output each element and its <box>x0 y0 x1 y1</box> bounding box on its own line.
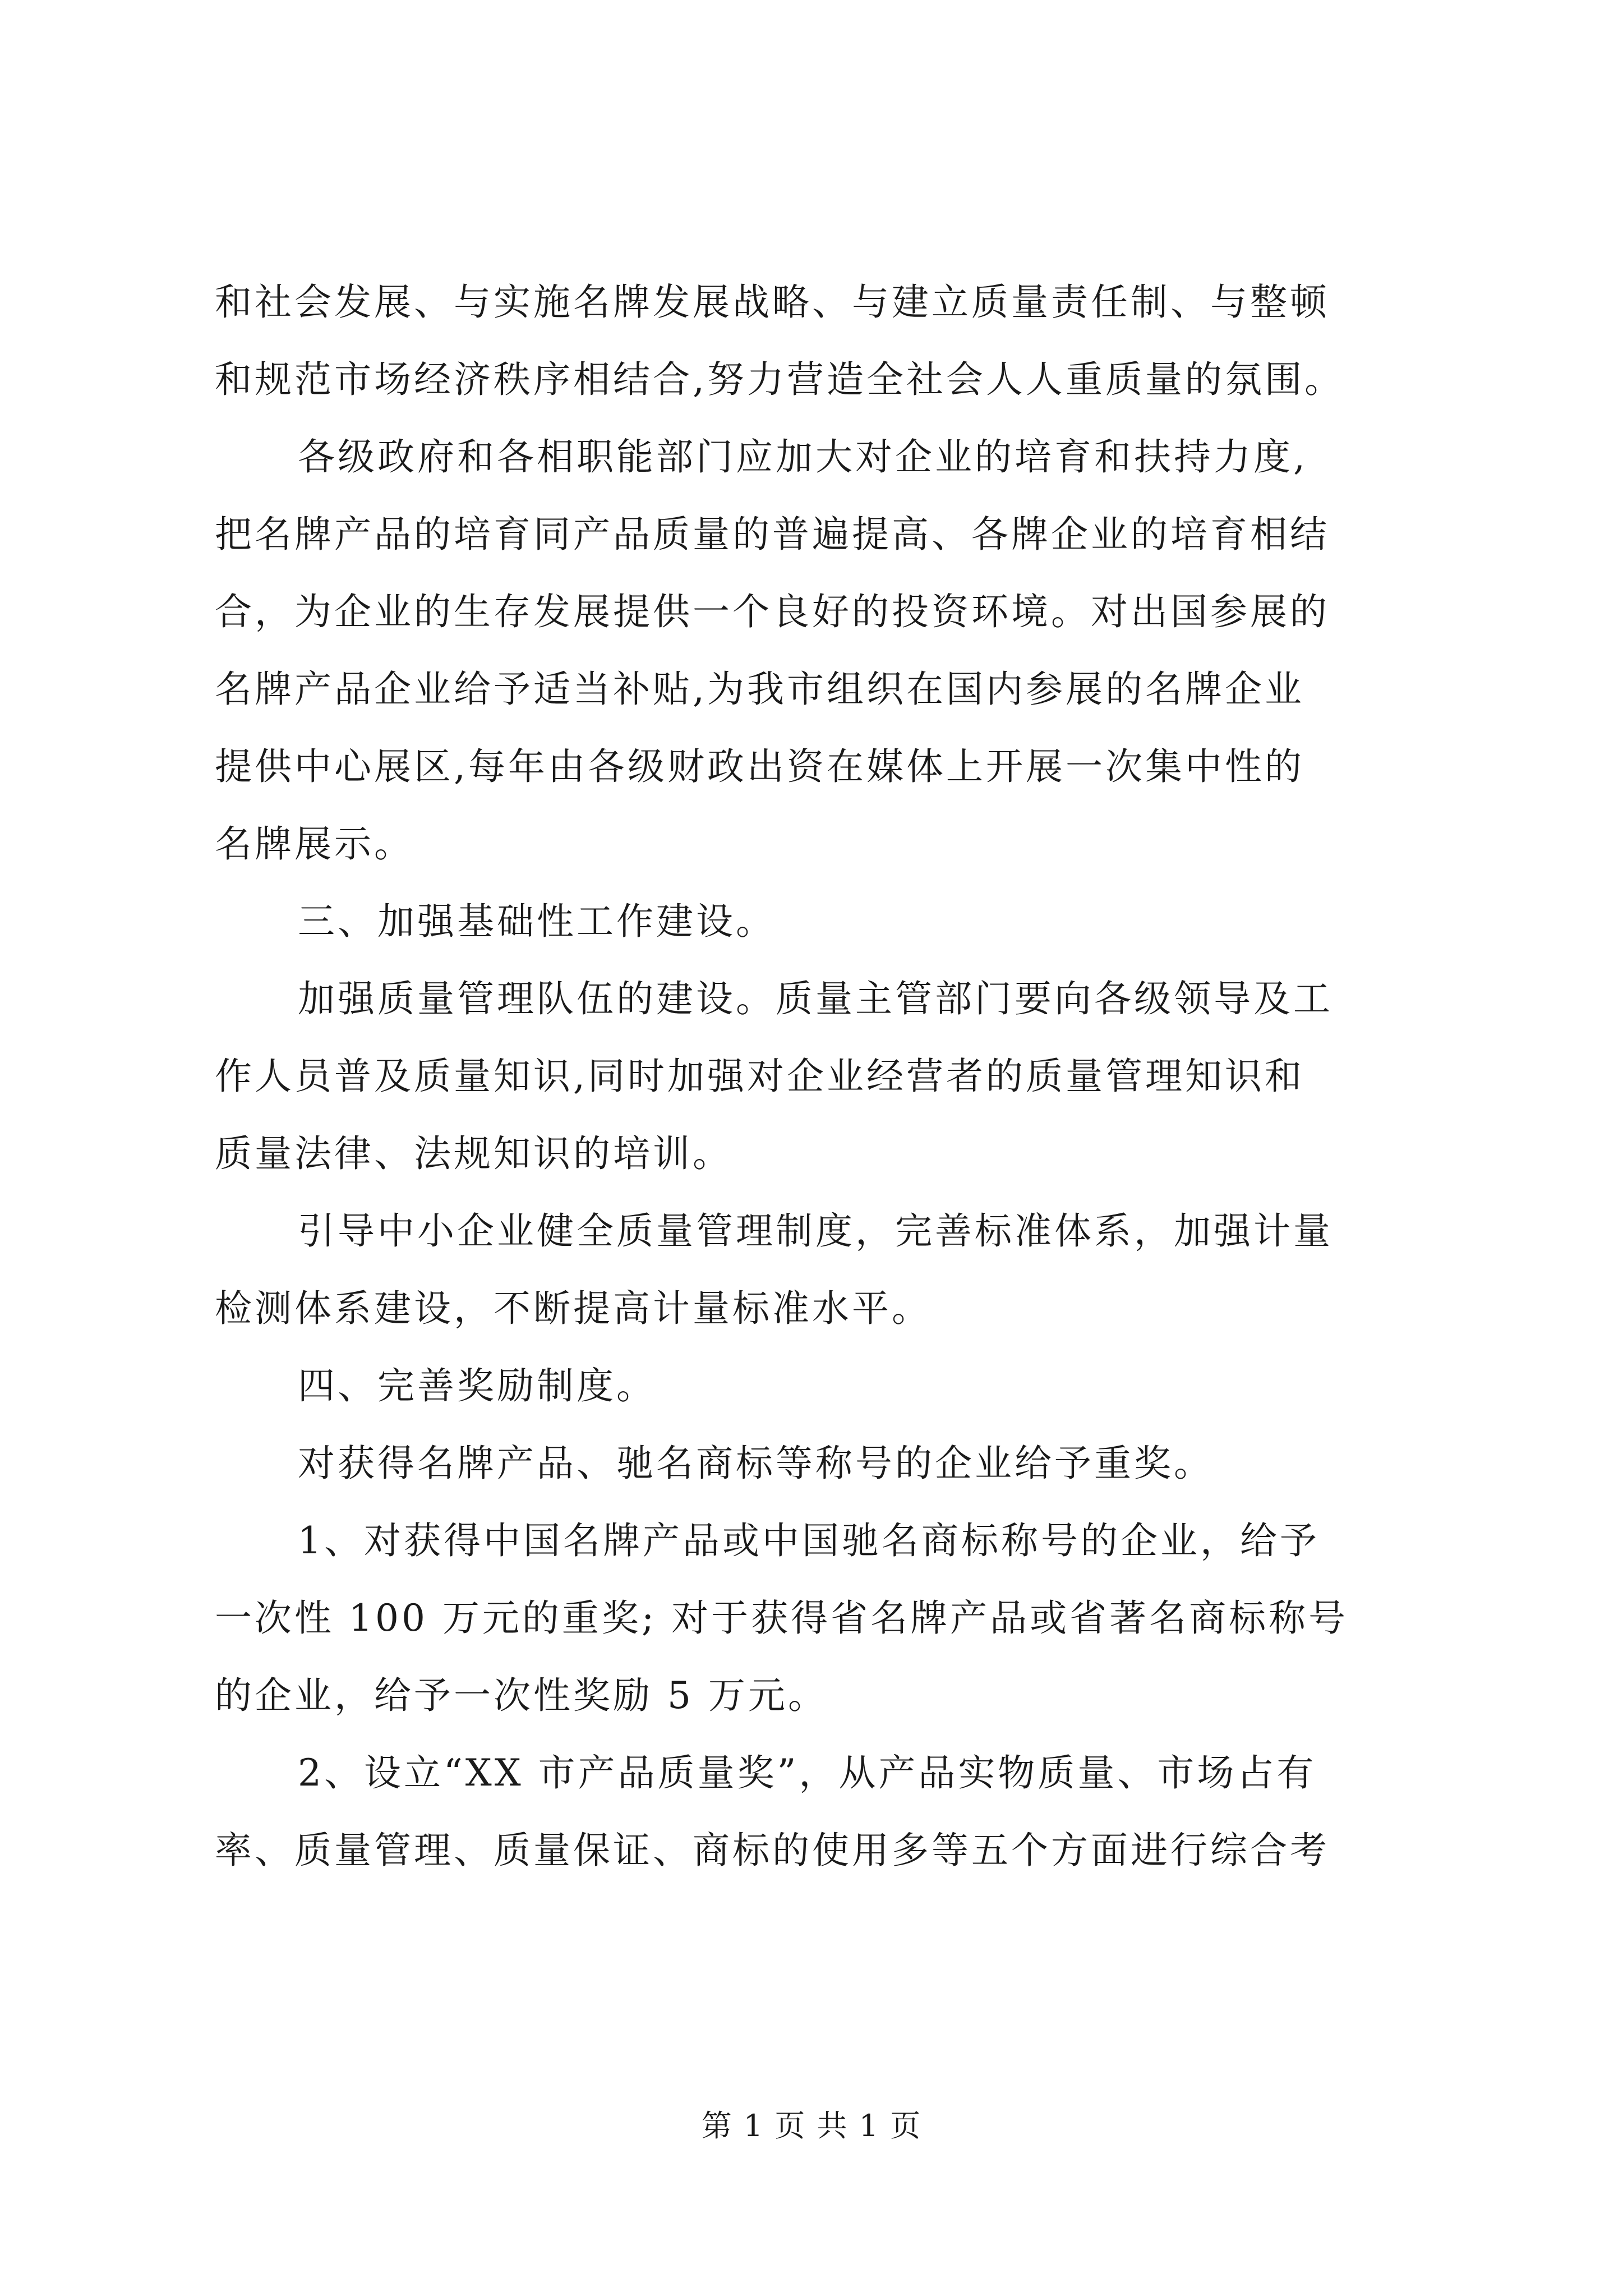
text-line: 和社会发展、与实施名牌发展战略、与建立质量责任制、与整顿 <box>215 280 1330 324</box>
text-line: 的企业，给予一次性奖励 5 万元。 <box>215 1674 828 1717</box>
text-line: 作人员普及质量知识,同时加强对企业经营者的质量管理知识和 <box>215 1055 1304 1098</box>
text-line: 把名牌产品的培育同产品质量的普遍提高、各牌企业的培育相结 <box>215 513 1330 556</box>
section-heading: 三、加强基础性工作建设。 <box>298 900 776 943</box>
paragraph-start: 各级政府和各相职能部门应加大对企业的培育和扶持力度, <box>298 435 1308 478</box>
page-footer: 第 1 页 共 1 页 <box>701 2108 922 2143</box>
paragraph-start: 对获得名牌产品、驰名商标等称号的企业给予重奖。 <box>298 1442 1214 1485</box>
text-line: 提供中心展区,每年由各级财政出资在媒体上开展一次集中性的 <box>215 745 1304 788</box>
list-item-start: 2、设立“XX 市产品质量奖”，从产品实物质量、市场占有 <box>298 1751 1317 1795</box>
text-line: 名牌产品企业给予适当补贴,为我市组织在国内参展的名牌企业 <box>215 668 1304 711</box>
text-line: 率、质量管理、质量保证、商标的使用多等五个方面进行综合考 <box>215 1829 1330 1872</box>
text-line: 质量法律、法规知识的培训。 <box>215 1132 732 1175</box>
text-line: 和规范市场经济秩序相结合,努力营造全社会人人重质量的氛围。 <box>215 358 1344 401</box>
section-heading: 四、完善奖励制度。 <box>298 1364 656 1407</box>
list-item-start: 1、对获得中国名牌产品或中国驰名商标称号的企业，给予 <box>298 1519 1320 1562</box>
text-line: 检测体系建设，不断提高计量标准水平。 <box>215 1287 932 1330</box>
text-line: 一次性 100 万元的重奖; 对于获得省名牌产品或省著名商标称号 <box>215 1596 1349 1640</box>
text-line: 名牌展示。 <box>215 822 414 866</box>
document-body <box>215 264 1426 1889</box>
text-line: 合，为企业的生存发展提供一个良好的投资环境。对出国参展的 <box>215 590 1330 633</box>
paragraph-start: 加强质量管理队伍的建设。质量主管部门要向各级领导及工 <box>298 977 1333 1020</box>
paragraph-start: 引导中小企业健全质量管理制度，完善标准体系，加强计量 <box>298 1209 1333 1253</box>
